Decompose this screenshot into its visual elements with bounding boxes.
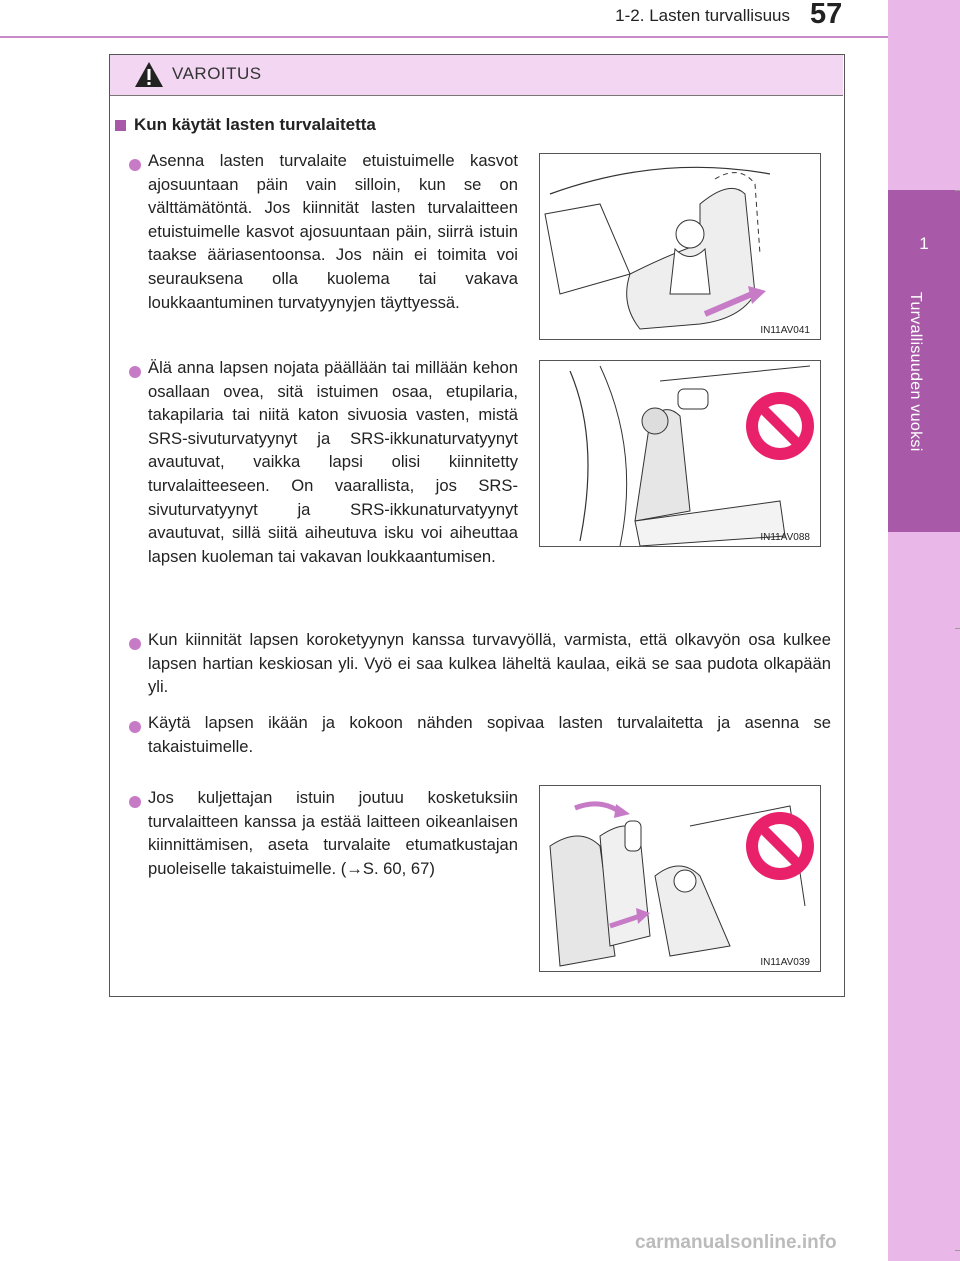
warning-header [110, 55, 843, 96]
figure-driver-seat-contact [539, 785, 821, 972]
warning-item-text: Asenna lasten turvalaite etuistuimelle kasvot ajosuuntaan päin vain silloin, kun se on välttämätöntä. Jos kiinnität lasten turvalaitteen etuistuimelle kasvot ajosuuntaan päin, siirrä istuin taakse ääriasentoonsa. Jos näin ei toimita voi seurauksena olla kuolema tai vakava loukkaantuminen turvatyynyjen täyttyessä. [148, 151, 518, 312]
square-bullet-icon [115, 120, 126, 131]
warning-label: VAROITUS [172, 64, 262, 83]
figure-code: IN11AV088 [760, 532, 810, 543]
section-title [110, 115, 376, 135]
child-leaning-illustration [540, 361, 821, 547]
bullet-icon [129, 721, 141, 733]
driver-seat-contact-illustration [540, 786, 821, 972]
warning-item-text: Jos kuljettajan istuin joutuu kosketuksiin turvalaitteen kanssa ja estää laitteen oikeanlaisen kiinnittämisen, aseta turvalaite etumatkustajan puoleiselle takaistuimelle. (→S. 60, 67) [148, 788, 518, 878]
bullet-icon [129, 638, 141, 650]
section-header: 1-2. Lasten turvallisuus [615, 6, 790, 25]
warning-box [109, 54, 845, 997]
bullet-icon [129, 159, 141, 171]
figure-code: IN11AV041 [760, 325, 810, 336]
warning-item-text: Kun kiinnität lapsen koroketyynyn kanssa turvavyöllä, varmista, että olkavyön osa kulkee lapsen hartian keskiosan yli. Vyö ei saa kulkea läheltä kaulaa, eikä se saa pudota olkapään yli. [148, 630, 831, 697]
warning-item-text: Käytä lapsen ikään ja kokoon nähden sopivaa lasten turvalaitetta ja asenna se takaistuimelle. [148, 713, 831, 756]
warning-triangle-icon [134, 61, 164, 88]
warning-item-text: Älä anna lapsen nojata päällään tai millään kehon osallaan ovea, sitä istuimen osaa, etupilaria, takapilaria tai niitä katon sivuosia vasten, mistä SRS-sivuturvatyynyt ja SRS-ikkunaturvatyynyt avautuvat, vaikka lapsi olisi kiinnitetty turvalaitteeseen. On vaarallista, jos SRS-sivuturvatyynyt ja SRS-ikkunaturvatyynyt avautuvat, sillä siitä aiheutuva isku voi aiheuttaa lapsen kuoleman tai vakavan loukkaantumisen. [148, 358, 518, 566]
child-seat-illustration [540, 154, 821, 340]
page-number: 57 [810, 0, 843, 30]
figure-child-seat-front [539, 153, 821, 340]
figure-code: IN11AV039 [760, 957, 810, 968]
section-title-text: Kun käytät lasten turvalaitetta [134, 115, 376, 134]
tab-tick [955, 190, 960, 191]
figure-child-leaning [539, 360, 821, 547]
watermark: carmanualsonline.info [635, 1232, 837, 1253]
bullet-icon [129, 366, 141, 378]
chapter-number: 1 [919, 234, 929, 253]
tab-tick [955, 628, 960, 629]
tab-tick [955, 1250, 960, 1251]
header-rule [0, 36, 888, 38]
bullet-icon [129, 796, 141, 808]
chapter-title: Turvallisuuden vuoksi [907, 292, 924, 452]
